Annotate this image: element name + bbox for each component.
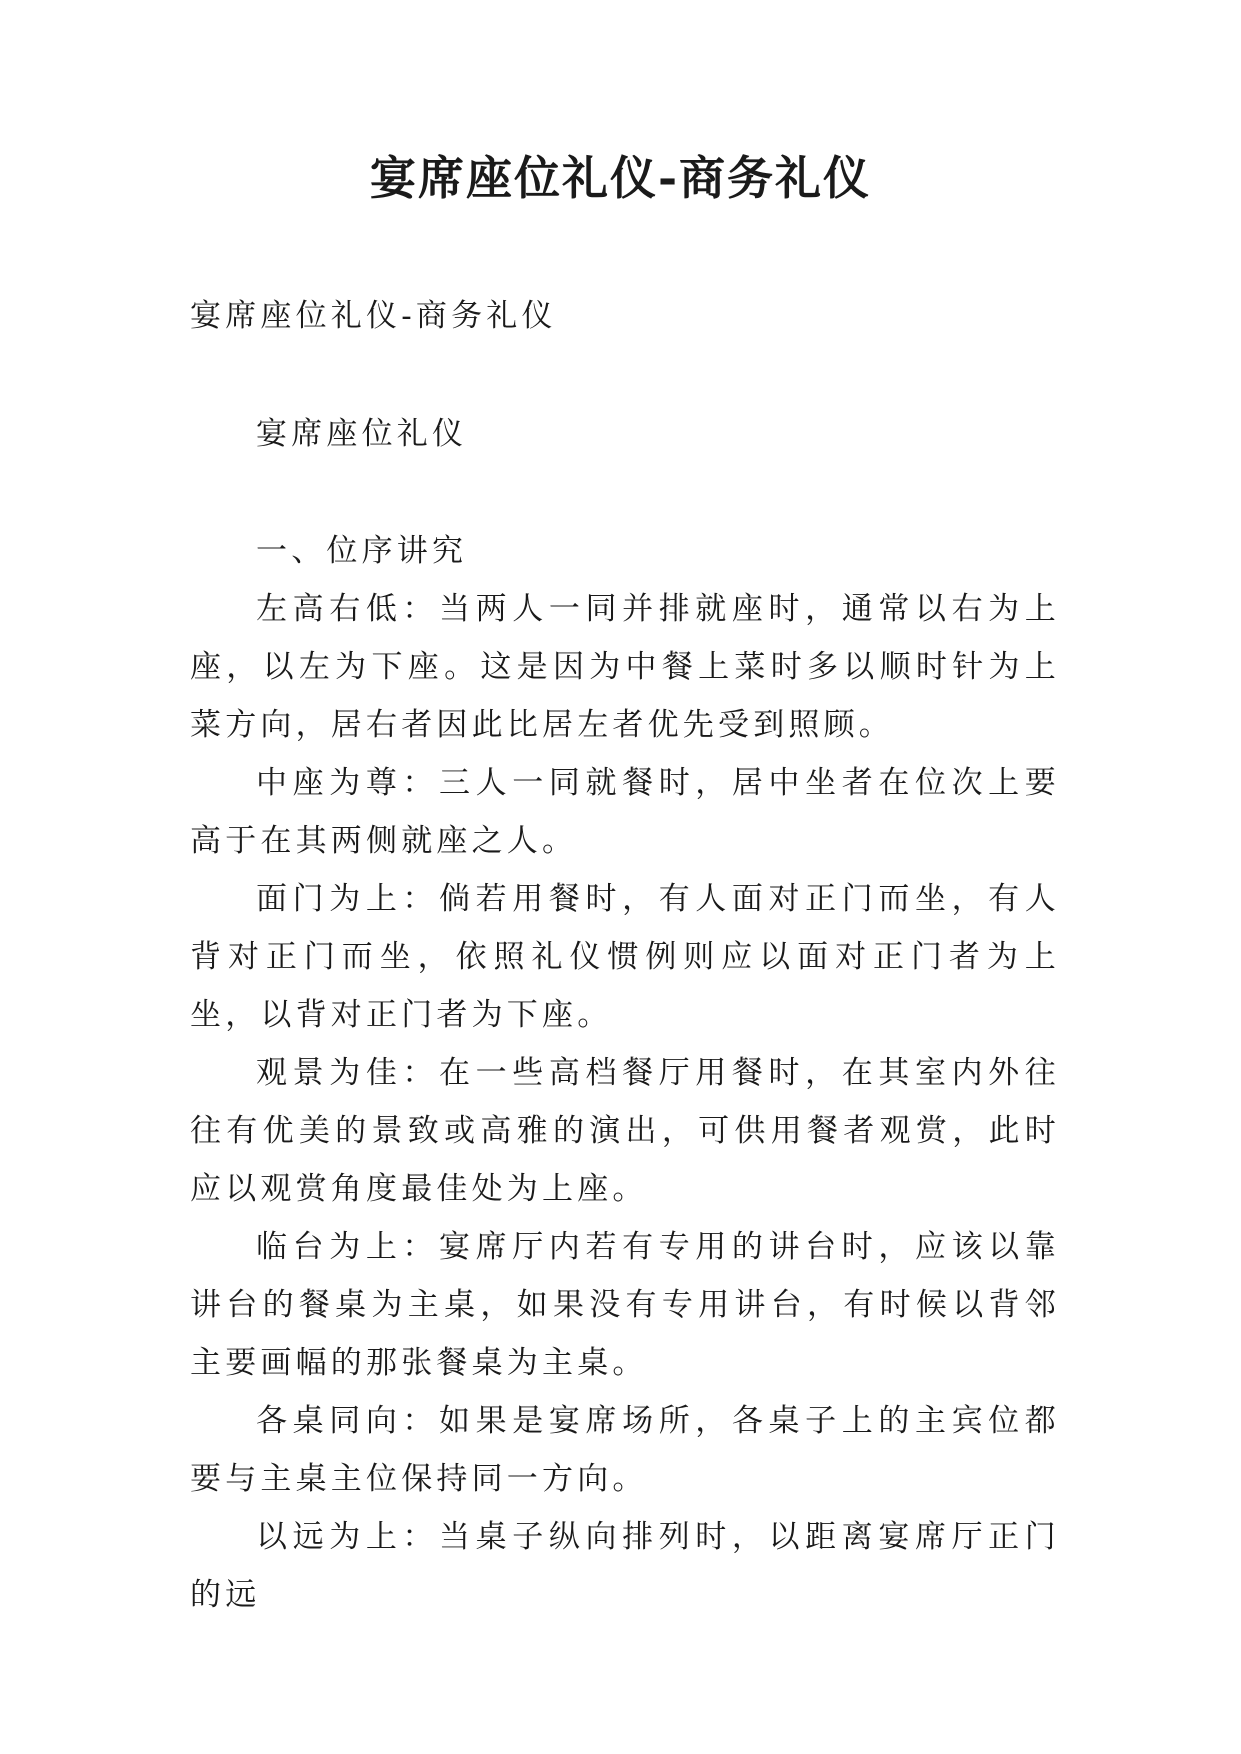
- paragraph: 以远为上：当桌子纵向排列时，以距离宴席厅正门的远: [190, 1519, 1060, 1613]
- document-title: 宴席座位礼仪-商务礼仪: [369, 151, 872, 205]
- paragraph: 左高右低：当两人一同并排就座时，通常以右为上座，以左为下座。这是因为中餐上菜时多以顺时针为上菜方向，居右者因此比居左者优先受到照顾。: [190, 591, 1060, 743]
- paragraph: 面门为上：倘若用餐时，有人面对正门而坐，有人背对正门而坐，依照礼仪惯例则应以面对正门者为上坐，以背对正门者为下座。: [190, 881, 1060, 1033]
- section-heading: 一、位序讲究: [256, 533, 468, 569]
- paragraph: 临台为上：宴席厅内若有专用的讲台时，应该以靠讲台的餐桌为主桌，如果没有专用讲台，有时候以背邻主要画幅的那张餐桌为主桌。: [190, 1229, 1060, 1381]
- paragraph: 观景为佳：在一些高档餐厅用餐时，在其室内外往往有优美的景致或高雅的演出，可供用餐者观赏，此时应以观赏角度最佳处为上座。: [190, 1055, 1060, 1207]
- paragraph-list: [190, 580, 1060, 1624]
- document-subtitle: 宴席座位礼仪-商务礼仪: [190, 298, 557, 334]
- section-title: 宴席座位礼仪: [256, 416, 468, 452]
- paragraph: 各桌同向：如果是宴席场所，各桌子上的主宾位都要与主桌主位保持同一方向。: [190, 1403, 1060, 1497]
- paragraph: 中座为尊：三人一同就餐时，居中坐者在位次上要高于在其两侧就座之人。: [190, 765, 1060, 859]
